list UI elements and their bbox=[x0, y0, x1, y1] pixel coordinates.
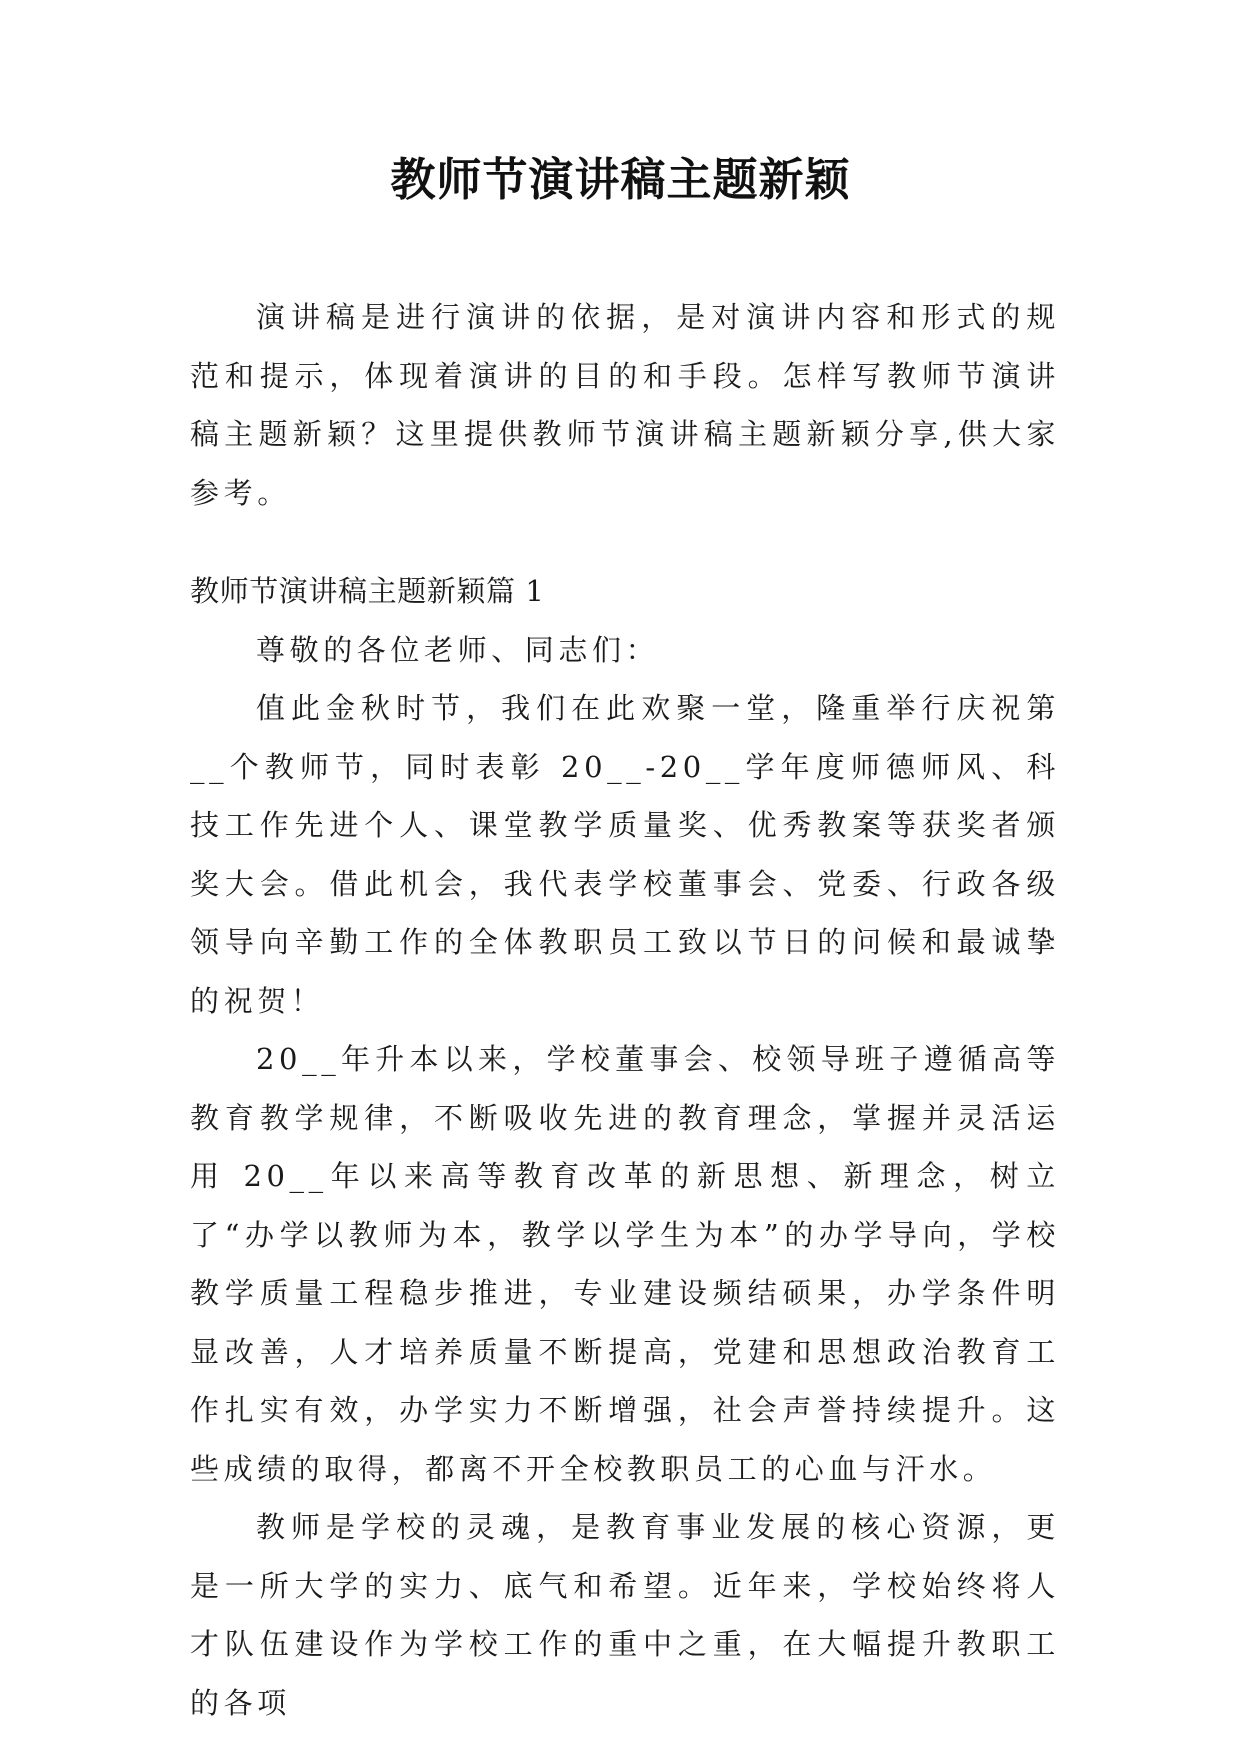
document-title: 教师节演讲稿主题新颖 bbox=[390, 153, 851, 206]
intro-paragraph: 演讲稿是进行演讲的依据，是对演讲内容和形式的规范和提示，体现着演讲的目的和手段。怎样写教师节演讲稿主题新颖？这里提供教师节演讲稿主题新颖分享,供大家参考。 bbox=[190, 300, 1060, 510]
salutation-paragraph: 尊敬的各位老师、同志们： bbox=[256, 632, 660, 667]
section-heading: 教师节演讲稿主题新颖篇 1 bbox=[190, 574, 545, 608]
body-paragraph-3: 教师是学校的灵魂，是教育事业发展的核心资源，更是一所大学的实力、底气和希望。近年来，学校始终将人才队伍建设作为学校工作的重中之重，在大幅提升教职工的各项 bbox=[190, 1510, 1060, 1720]
body-paragraph-1: 值此金秋时节，我们在此欢聚一堂，隆重举行庆祝第__个教师节，同时表彰 20__-20__学年度师德师风、科技工作先进个人、课堂教学质量奖、优秀教案等获奖者颁奖大会。借此机会，我代表学校董事会、党委、行政各级领导向辛勤工作的全体教职员工致以节日的问候和最诚挚的祝贺！ bbox=[190, 691, 1060, 1018]
document-body bbox=[190, 288, 1060, 1732]
body-paragraph-2: 20__年升本以来，学校董事会、校领导班子遵循高等教育教学规律，不断吸收先进的教育理念，掌握并灵活运用 20__年以来高等教育改革的新思想、新理念，树立了“办学以教师为本，教学以学生为本”的办学导向，学校教学质量工程稳步推进，专业建设频结硕果，办学条件明显改善，人才培养质量不断提高，党建和思想政治教育工作扎实有效，办学实力不断增强，社会声誉持续提升。这些成绩的取得，都离不开全校教职员工的心血与汗水。 bbox=[190, 1042, 1060, 1486]
